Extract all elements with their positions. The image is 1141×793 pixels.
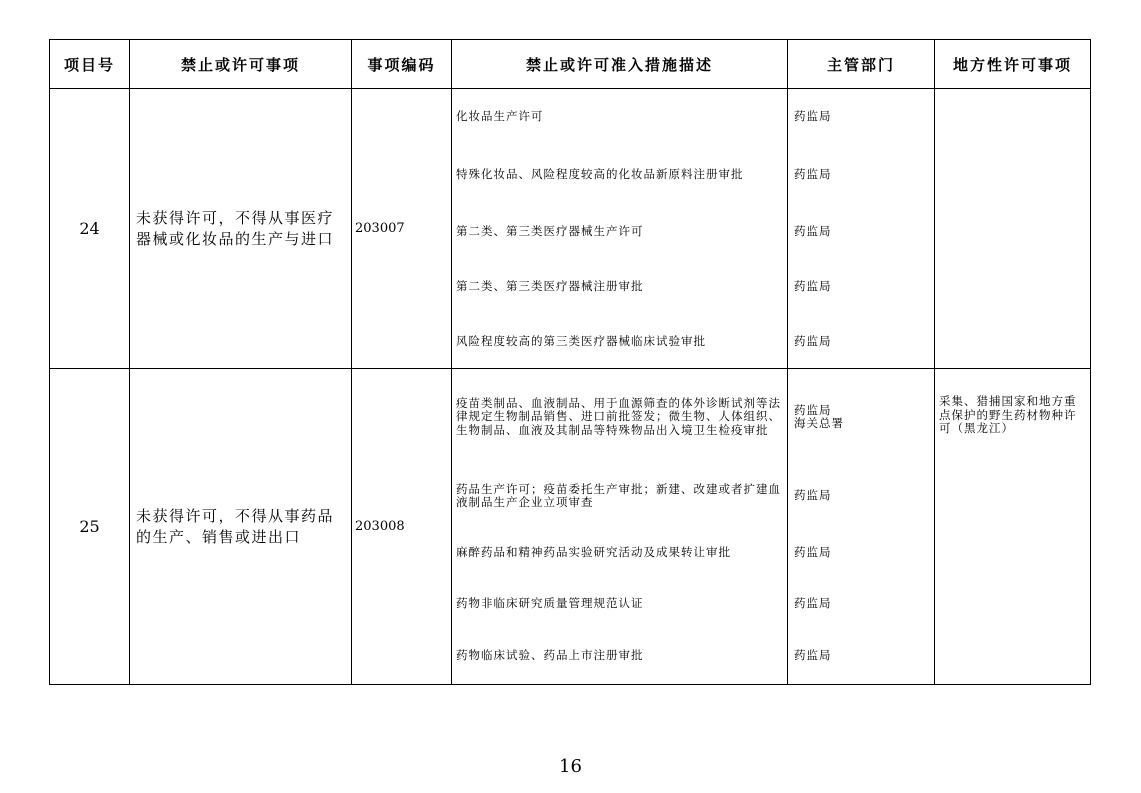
measure-description: 风险程度较高的第三类医疗器械临床试验审批 (456, 333, 706, 348)
department: 药监局 (794, 109, 832, 124)
department: 药监局 (794, 167, 832, 182)
header-row (50, 40, 1091, 89)
table-row (50, 369, 1091, 685)
page-number: 16 (559, 756, 582, 777)
department: 药监局 (794, 488, 832, 503)
department: 药监局 (794, 648, 832, 663)
project-number: 25 (50, 369, 130, 685)
project-number: 24 (50, 89, 130, 369)
header-description: 禁止或许可准入措施描述 (452, 40, 788, 89)
header-code: 事项编码 (352, 40, 452, 89)
measure-description: 特殊化妆品、风险程度较高的化妆品新原料注册审批 (456, 167, 744, 182)
department: 药监局 (794, 333, 832, 348)
department: 药监局 (794, 224, 832, 239)
department-cell (788, 89, 935, 369)
header-item: 禁止或许可事项 (130, 40, 352, 89)
measure-description: 药物临床试验、药品上市注册审批 (456, 648, 644, 663)
item-code: 203008 (352, 369, 452, 685)
local-permit: 采集、猎捕国家和地方重点保护的野生药材物种许可（黑龙江） (939, 394, 1077, 435)
header-department: 主管部门 (788, 40, 935, 89)
header-project-number: 项目号 (50, 40, 130, 89)
department-cell (788, 369, 935, 685)
measure-description-cell (452, 369, 788, 685)
department: 药监局 (794, 545, 832, 560)
local-permit-cell (935, 89, 1091, 369)
measure-description-cell (452, 89, 788, 369)
measure-description: 疫苗类制品、血液制品、用于血源筛查的体外诊断试剂等法律规定生物制品销售、进口前批签发；微生物、人体组织、生物制品、血液及其制品等特殊物品出入境卫生检疫审批 (456, 395, 781, 437)
measure-description: 化妆品生产许可 (456, 109, 544, 124)
department: 药监局 (794, 279, 832, 294)
local-permit-cell (935, 369, 1091, 685)
item-description: 未获得许可，不得从事药品的生产、销售或进出口 (130, 369, 352, 685)
department: 药监局 海关总署 (794, 402, 844, 430)
department: 药监局 (794, 596, 832, 611)
measure-description: 药物非临床研究质量管理规范认证 (456, 596, 644, 611)
header-local-permit: 地方性许可事项 (935, 40, 1091, 89)
measure-description: 第二类、第三类医疗器械生产许可 (456, 224, 644, 239)
item-description: 未获得许可，不得从事医疗器械或化妆品的生产与进口 (130, 89, 352, 369)
table-row (50, 89, 1091, 369)
local-permit (935, 89, 1090, 93)
admission-table (49, 39, 1091, 685)
measure-description: 麻醉药品和精神药品实验研究活动及成果转让审批 (456, 545, 731, 560)
measure-description: 药品生产许可；疫苗委托生产审批；新建、改建或者扩建血液制品生产企业立项审查 (456, 481, 781, 509)
item-code: 203007 (352, 89, 452, 369)
measure-description: 第二类、第三类医疗器械注册审批 (456, 279, 644, 294)
